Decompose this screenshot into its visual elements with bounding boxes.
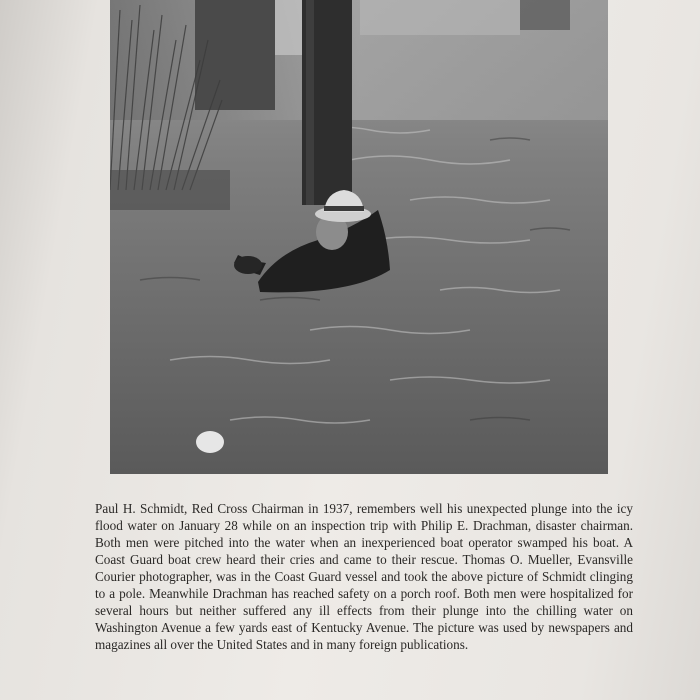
flood-photo-illustration	[110, 0, 608, 474]
flood-photograph	[110, 0, 608, 474]
photo-caption: Paul H. Schmidt, Red Cross Chairman in 1937, remembers well his unexpected plunge into the icy flood water on January 28 while on an inspection trip with Philip E. Drachman, disaster chairman. Both men were pitched into the water when an inexperienced boat operator swamped his boat. A Coast Guard boat crew heard their cries and came to their rescue. Thomas O. Mueller, Evansville Courier photographer, was in the Coast Guard vessel and took the above picture of Schmidt clinging to a pole. Meanwhile Drachman has reached safety on a porch roof. Both men were hospitalized for several hours but neither suffered any ill effects from their plunge into the chilling water on Washington Avenue a few yards east of Kentucky Avenue. The picture was used by newspapers and magazines all over the United States and in many foreign publications.	[95, 501, 633, 652]
